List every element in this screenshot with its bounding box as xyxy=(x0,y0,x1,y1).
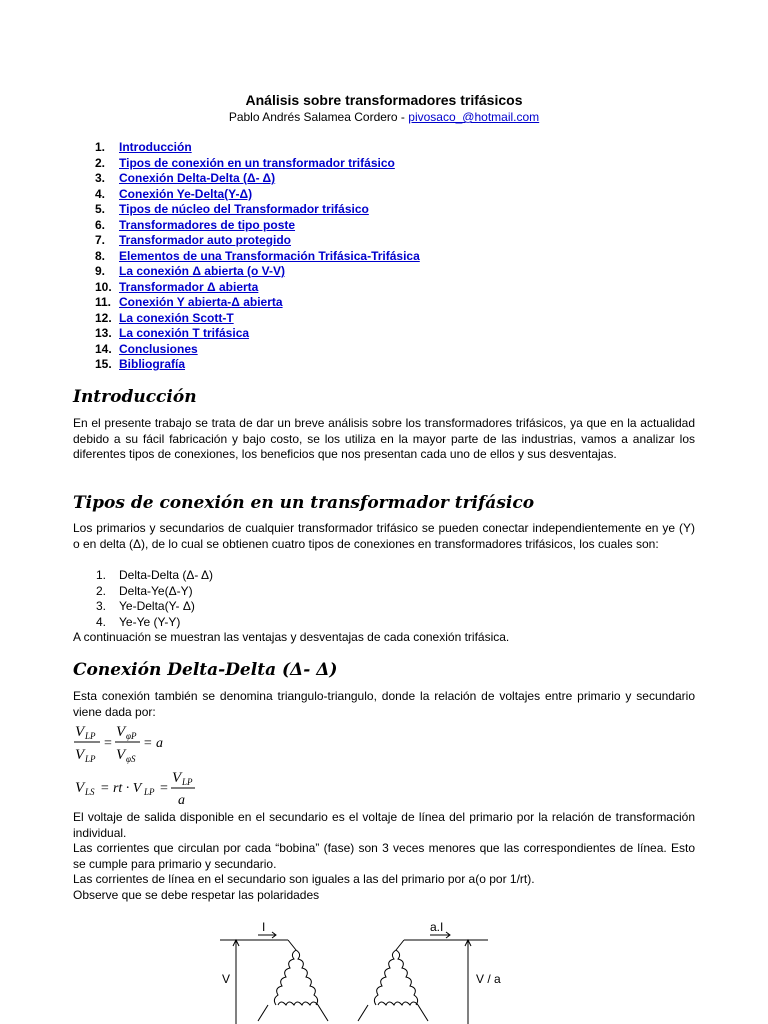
toc-number: 11. xyxy=(95,295,112,309)
list-number: 1. xyxy=(96,568,107,582)
eq1-d: V xyxy=(116,747,126,763)
eq2-den: a xyxy=(178,793,185,808)
toc-number: 13. xyxy=(95,326,112,340)
toc-number: 3. xyxy=(95,171,106,185)
toc-number: 2. xyxy=(95,155,106,170)
eq1-a: V xyxy=(75,724,85,740)
eq2-mid-sub: LP xyxy=(144,787,155,797)
delta-paragraph-3: Las corrientes de línea en el secundario son iguales a las del primario por a(o por 1/rt). xyxy=(73,872,535,886)
eq1-b-sub: LP xyxy=(85,754,96,764)
eq2-equals: = xyxy=(160,781,168,796)
voltage-label-primary: V xyxy=(222,972,231,986)
toc-link[interactable]: La conexión Δ abierta (o V-V) xyxy=(119,264,285,278)
toc-item xyxy=(95,140,420,156)
toc-item xyxy=(95,233,420,249)
toc-number: 14. xyxy=(95,341,112,356)
list-number: 3. xyxy=(96,599,107,613)
current-label-primary: I xyxy=(262,920,266,934)
list-item xyxy=(96,584,213,600)
toc-link[interactable]: Transformador Δ abierta xyxy=(119,279,259,294)
toc-link[interactable]: Conexión Y abierta-Δ abierta xyxy=(119,295,283,309)
eq1-b: V xyxy=(75,747,85,763)
toc-link[interactable]: Tipos de conexión en un transformador trifásico xyxy=(119,155,395,170)
secondary-lead xyxy=(396,940,404,950)
toc-number: 9. xyxy=(95,264,106,278)
delta-paragraph-2: Las corrientes que circulan por cada “bobina” (fase) son 3 veces menores que las correspondientes de línea. Esto se cumple para primario y secundario. xyxy=(73,841,695,871)
toc-link[interactable]: La conexión Scott-T xyxy=(119,310,234,325)
eq2-num-sub: LP xyxy=(182,777,193,787)
secondary-coil-left xyxy=(374,950,396,1005)
document-author xyxy=(0,110,768,124)
toc-link[interactable]: Bibliografía xyxy=(119,357,186,371)
delta-paragraph-4: Observe que se debe respetar las polaridades xyxy=(73,888,320,902)
toc-link[interactable]: Transformador auto protegido xyxy=(119,233,292,247)
secondary-coil-bottom xyxy=(378,1002,418,1005)
intro-heading: Introducción xyxy=(73,387,197,407)
toc-item xyxy=(95,218,420,234)
eq2-num: V xyxy=(172,770,182,786)
tipos-after-paragraph: A continuación se muestran las ventajas y desventajas de cada conexión trifásica. xyxy=(73,630,510,644)
current-label-secondary: a.I xyxy=(430,920,444,934)
delta-delta-diagram xyxy=(218,915,501,1024)
voltage-label-secondary: V / a xyxy=(476,972,501,986)
connection-types-list xyxy=(96,568,213,630)
toc-link[interactable]: Conexión Ye-Delta(Y-Δ) xyxy=(119,186,253,201)
tipos-paragraph: Los primarios y secundarios de cualquier transformador trifásico se pueden conectar independientemente en ye (Y) o en delta (Δ), de lo cual se obtienen cuatro tipos de conexiones en transformadores trifásicos, los cuales son: xyxy=(73,521,695,551)
list-number: 4. xyxy=(96,614,107,629)
toc-link[interactable]: La conexión T trifásica xyxy=(119,326,250,340)
toc-number: 8. xyxy=(95,248,106,263)
list-label: Ye-Ye (Y-Y) xyxy=(119,614,181,629)
toc-item xyxy=(95,342,420,358)
toc-item xyxy=(95,357,420,373)
toc-item xyxy=(95,264,420,280)
toc-item xyxy=(95,326,420,342)
toc-item xyxy=(95,295,420,311)
toc-link[interactable]: Elementos de una Transformación Trifásica-Trifásica xyxy=(119,248,420,263)
toc-item xyxy=(95,156,420,172)
toc-item xyxy=(95,249,420,265)
eq2-mid: = rt · V xyxy=(100,781,142,796)
primary-lead xyxy=(288,940,296,950)
author-name: Pablo Andrés Salamea Cordero - xyxy=(228,110,409,124)
primary-coil-left xyxy=(274,950,296,1005)
toc-number: 10. xyxy=(95,279,112,294)
eq1-d-sub: φS xyxy=(126,754,136,764)
primary-lead xyxy=(318,1005,328,1021)
eq2-lhs-sub: LS xyxy=(85,787,95,797)
toc-item xyxy=(95,311,420,327)
delta-heading: Conexión Delta-Delta (Δ- Δ) xyxy=(73,660,338,680)
toc-item xyxy=(95,202,420,218)
list-label: Delta-Ye(Δ-Y) xyxy=(119,583,193,598)
list-number: 2. xyxy=(96,583,107,598)
list-item xyxy=(96,568,213,584)
secondary-coil-right xyxy=(396,950,418,1005)
toc-link[interactable]: Tipos de núcleo del Transformador trifásico xyxy=(119,202,369,216)
document-title: Análisis sobre transformadores trifásicos xyxy=(245,92,523,108)
toc-number: 5. xyxy=(95,202,106,216)
primary-coil-right xyxy=(296,950,318,1005)
primary-lead xyxy=(258,1005,268,1021)
toc-item xyxy=(95,280,420,296)
eq1-equals: = xyxy=(104,736,112,751)
eq2-lhs: V xyxy=(75,780,85,796)
toc-link[interactable]: Conclusiones xyxy=(119,341,198,356)
delta-intro-paragraph: Esta conexión también se denomina triangulo-triangulo, donde la relación de voltajes entre primario y secundario viene dada por: xyxy=(73,689,695,719)
eq1-c-sub: φP xyxy=(126,731,137,741)
toc-link[interactable]: Transformadores de tipo poste xyxy=(119,217,296,232)
list-item xyxy=(96,615,213,631)
toc-number: 15. xyxy=(95,357,112,371)
toc-link[interactable]: Conexión Delta-Delta (Δ- Δ) xyxy=(119,171,276,185)
voltage-ratio-equation xyxy=(73,720,193,768)
secondary-lead xyxy=(358,1005,368,1021)
table-of-contents xyxy=(95,140,420,373)
delta-paragraph-1: El voltaje de salida disponible en el secundario es el voltaje de línea del primario por la relación de transformación individual. xyxy=(73,810,695,840)
toc-number: 6. xyxy=(95,217,106,232)
primary-coil-bottom xyxy=(278,1002,318,1005)
eq1-rhs: = a xyxy=(143,736,163,751)
eq1-a-sub: LP xyxy=(85,731,96,741)
list-label: Delta-Delta (Δ- Δ) xyxy=(119,568,214,582)
toc-link[interactable]: Introducción xyxy=(119,140,192,154)
tipos-heading: Tipos de conexión en un transformador trifásico xyxy=(73,493,535,513)
list-item xyxy=(96,599,213,615)
eq1-c: V xyxy=(116,724,126,740)
toc-item xyxy=(95,171,420,187)
list-label: Ye-Delta(Y- Δ) xyxy=(119,599,195,613)
secondary-voltage-equation xyxy=(73,768,223,810)
toc-number: 7. xyxy=(95,233,106,247)
toc-number: 12. xyxy=(95,310,112,325)
intro-paragraph: En el presente trabajo se trata de dar un breve análisis sobre los transformadores trifásicos, ya que en la actualidad debido a su fácil fabricación y bajo costo, se los utiliza en la mayor parte de las industrias, vamos a analizar los diferentes tipos de conexiones, los beneficios que nos presentan cada uno de ellos y sus desventajas. xyxy=(73,416,695,461)
secondary-lead xyxy=(418,1005,428,1021)
author-email-link[interactable]: pivosaco_@hotmail.com xyxy=(408,110,540,124)
toc-number: 4. xyxy=(95,186,106,201)
toc-item xyxy=(95,187,420,203)
toc-number: 1. xyxy=(95,140,106,154)
